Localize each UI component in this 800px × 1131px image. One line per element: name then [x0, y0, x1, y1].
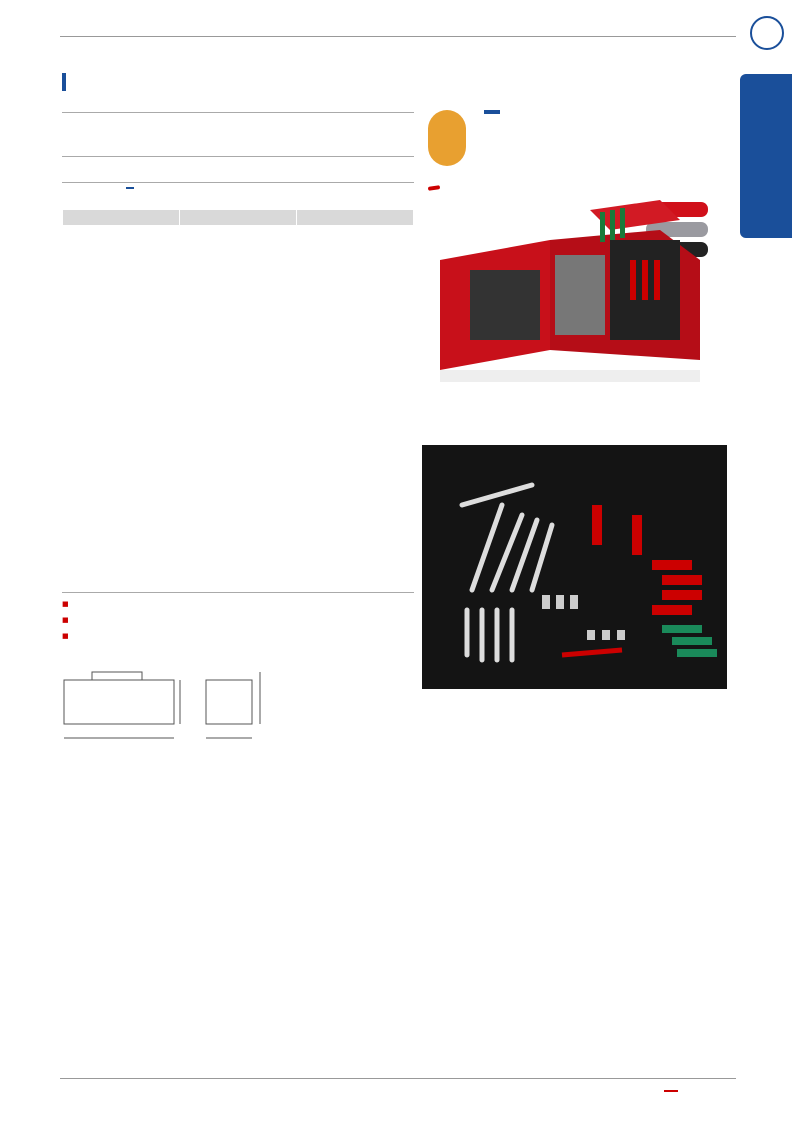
- toolcase-icon: [750, 16, 784, 50]
- spec-bullet: [62, 614, 72, 625]
- spec-bullet: [62, 630, 72, 641]
- sq-size-badge: [428, 110, 466, 166]
- divider: [62, 592, 414, 593]
- auto-mechanic-badge: [484, 110, 500, 114]
- side-tab-current[interactable]: [740, 74, 792, 238]
- case-dimension-diagram: [62, 668, 292, 763]
- new-tag: [428, 185, 440, 191]
- contents-count-badge: [126, 187, 134, 189]
- header-code: [180, 210, 297, 226]
- header-name: [63, 210, 180, 226]
- spec-bullet: [62, 598, 72, 609]
- title-accent: [62, 73, 66, 91]
- divider: [62, 182, 414, 183]
- footer-divider: [60, 1078, 736, 1079]
- divider: [62, 112, 414, 113]
- tools-contents-photo: [422, 445, 727, 689]
- spec-table: [62, 209, 414, 226]
- header-page: [297, 210, 414, 226]
- divider: [62, 156, 414, 157]
- header-divider: [60, 36, 736, 37]
- toolbox-photo: [430, 200, 710, 390]
- brand-logo: [664, 1090, 678, 1092]
- table-header-row: [63, 210, 414, 226]
